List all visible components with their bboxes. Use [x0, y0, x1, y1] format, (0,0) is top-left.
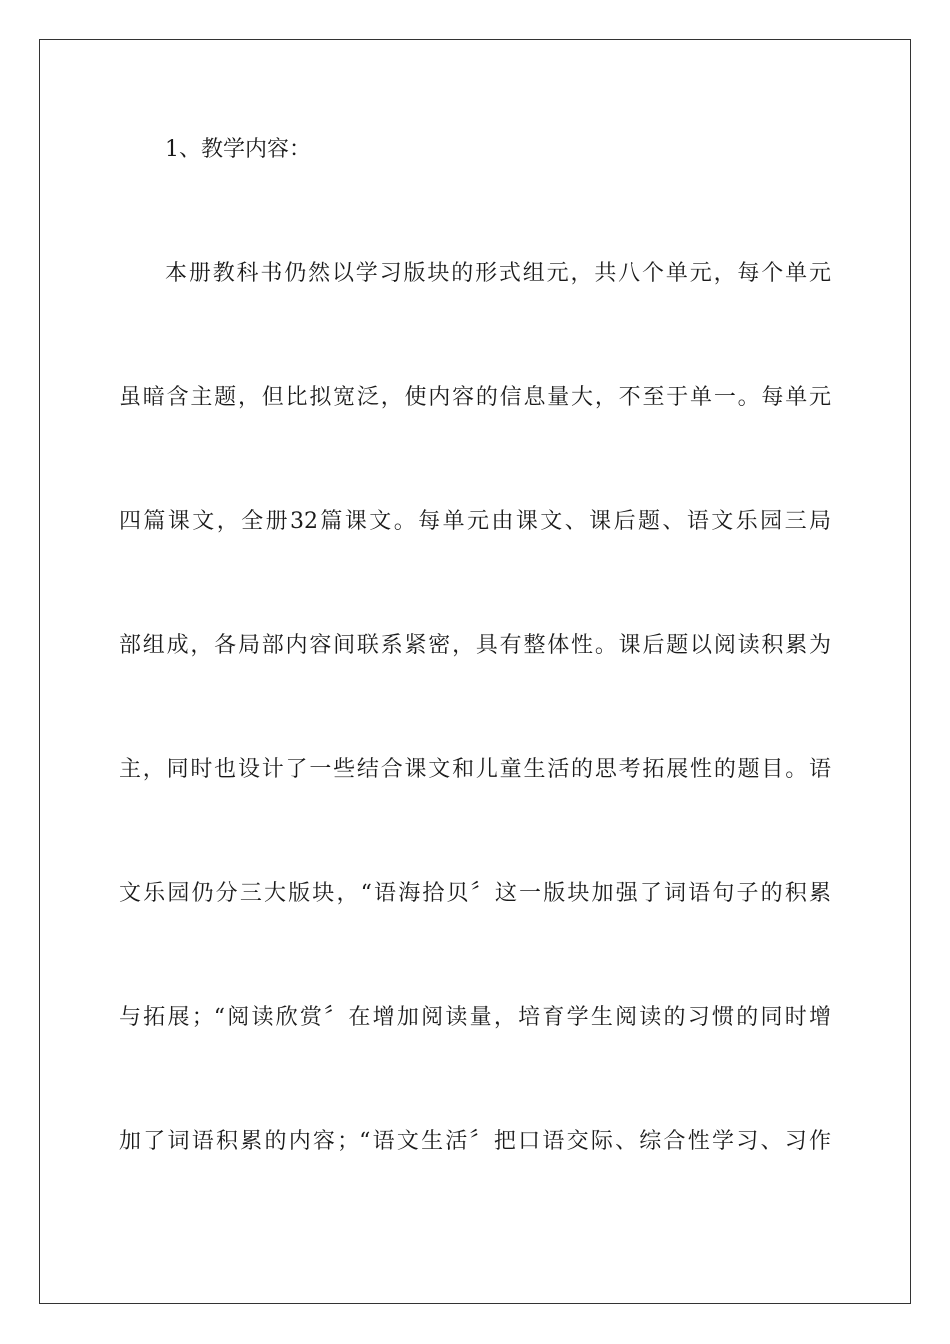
- paragraph-line-3: 四篇课文，全册32篇课文。每单元由课文、课后题、语文乐园三局: [119, 509, 831, 534]
- paragraph-line-7: 与拓展；“阅读欣赏〞在增加阅读量，培育学生阅读的习惯的同时增: [119, 1005, 831, 1030]
- paragraph-line-2: 虽暗含主题，但比拟宽泛，使内容的信息量大，不至于单一。每单元: [119, 385, 831, 410]
- paragraph-line-6: 文乐园仍分三大版块，“语海拾贝〞这一版块加强了词语句子的积累: [119, 881, 831, 906]
- section-heading: 1、教学内容：: [165, 137, 311, 162]
- paragraph-line-1: 本册教科书仍然以学习版块的形式组元，共八个单元，每个单元: [165, 261, 831, 286]
- paragraph-line-5: 主，同时也设计了一些结合课文和儿童生活的思考拓展性的题目。语: [119, 757, 831, 782]
- paragraph-line-4: 部组成，各局部内容间联系紧密，具有整体性。课后题以阅读积累为: [119, 633, 831, 658]
- paragraph-line-8: 加了词语积累的内容；“语文生活〞把口语交际、综合性学习、习作: [119, 1129, 831, 1154]
- page-border: [39, 39, 911, 1304]
